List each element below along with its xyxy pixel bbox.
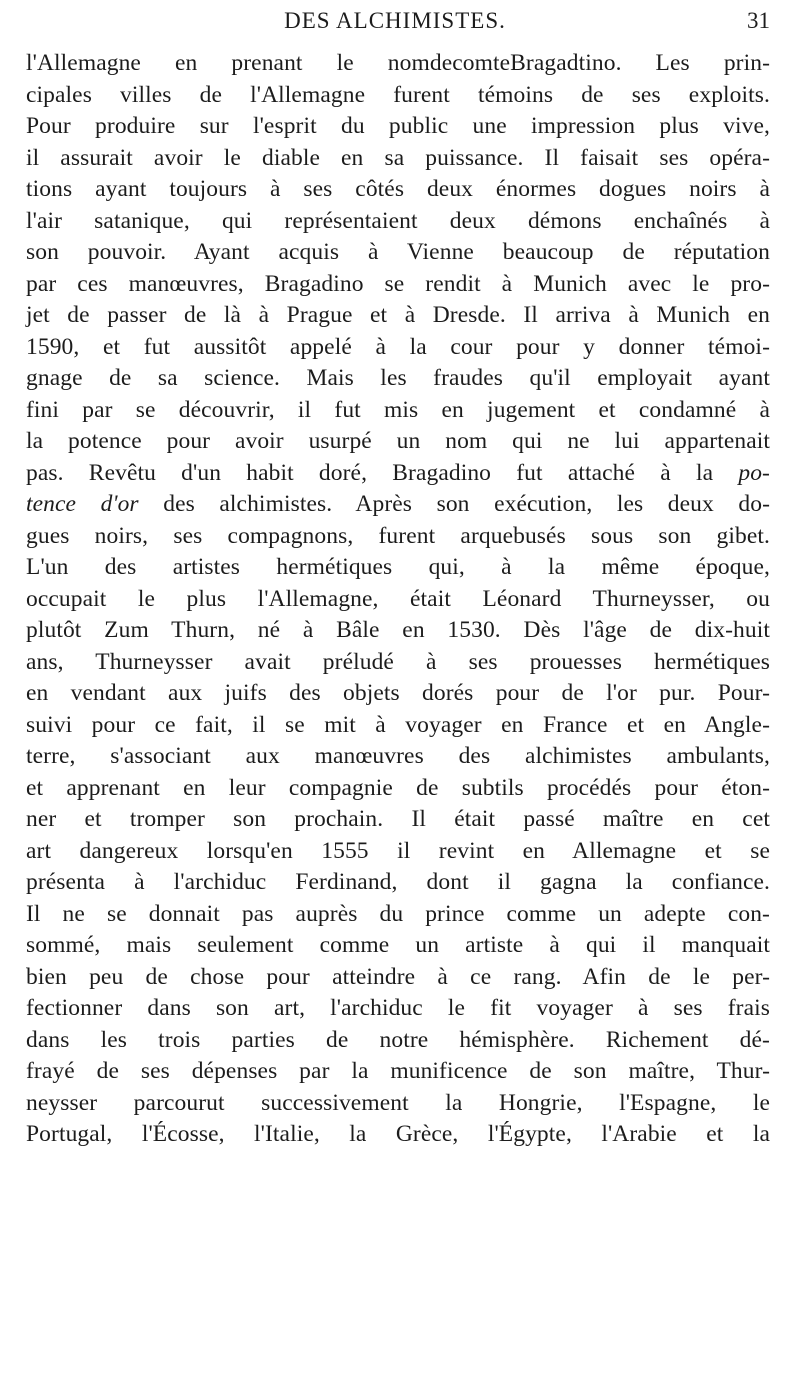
text-line: suivi pour ce fait, il se mit à voyager en France et en Angle- [26, 711, 770, 738]
text-line: art dangereux lorsqu'en 1555 il revint en Allemagne et se [26, 837, 770, 864]
text-line: il assurait avoir le diable en sa puissance. Il faisait ses opéra- [26, 144, 770, 171]
text-line: terre, s'associant aux manœuvres des alchimistes ambulants, [26, 743, 770, 769]
text-line: l'air satanique, qui représentaient deux démons enchaînés à [26, 207, 770, 234]
text-line: gnage de sa science. Mais les fraudes qu'il employait ayant [26, 365, 770, 391]
text-line: ner et tromper son prochain. Il était passé maître en cet [26, 806, 770, 832]
text-segment: pas. Revêtu d'un habit doré, Bragadino fut attaché à la [26, 459, 714, 486]
text-line: Portugal, l'Écosse, l'Italie, la Grèce, l'Égypte, l'Arabie et la [26, 1121, 770, 1147]
italic-phrase: tence d'or [26, 491, 139, 517]
text-line: présenta à l'archiduc Ferdinand, dont il gagna la confiance. [26, 869, 770, 895]
running-title: DES ALCHIMISTES. [284, 8, 506, 33]
text-line-with-italic [26, 458, 770, 490]
text-line: frayé de ses dépenses par la munificence de son maître, Thur- [26, 1058, 770, 1084]
text-line: cipales villes de l'Allemagne furent témoins de ses exploits. [26, 81, 770, 108]
page-number: 31 [747, 8, 770, 33]
text-line: Il ne se donnait pas auprès du prince comme un adepte con- [26, 900, 770, 927]
text-line: fini par se découvrir, il fut mis en jugement et condamné à [26, 396, 770, 423]
text-line: par ces manœuvres, Bragadino se rendit à Munich avec le pro- [26, 270, 770, 297]
italic-phrase: po- [738, 459, 770, 486]
text-line: tions ayant toujours à ses côtés deux énormes dogues noirs à [26, 176, 770, 202]
text-line: et apprenant en leur compagnie de subtils procédés pour éton- [26, 774, 770, 801]
text-line: bien peu de chose pour atteindre à ce rang. Afin de le per- [26, 963, 770, 990]
text-line: plutôt Zum Thurn, né à Bâle en 1530. Dès l'âge de dix-huit [26, 617, 770, 643]
text-line: fectionner dans son art, l'archiduc le fit voyager à ses frais [26, 995, 770, 1021]
text-line: gues noirs, ses compagnons, furent arquebusés sous son gibet. [26, 522, 770, 549]
running-head [20, 8, 770, 42]
text-line: son pouvoir. Ayant acquis à Vienne beaucoup de réputation [26, 239, 770, 265]
text-line: 1590, et fut aussitôt appelé à la cour pour y donner témoi- [26, 333, 770, 360]
text-line: L'un des artistes hermétiques qui, à la même époque, [26, 554, 770, 580]
text-line: occupait le plus l'Allemagne, était Léonard Thurneysser, ou [26, 585, 770, 612]
text-line: dans les trois parties de notre hémisphère. Richement dé- [26, 1026, 770, 1053]
text-line-with-italic [26, 489, 770, 521]
text-line: ans, Thurneysser avait préludé à ses prouesses hermétiques [26, 648, 770, 675]
text-line: Pour produire sur l'esprit du public une impression plus vive, [26, 113, 770, 139]
text-segment: des alchimistes. Après son exécution, les deux do- [163, 491, 771, 517]
text-line: l'Allemagne en prenant le nomdecomteBragadtino. Les prin- [26, 50, 770, 76]
text-line: sommé, mais seulement comme un artiste à qui il manquait [26, 932, 770, 958]
text-line: neysser parcourut successivement la Hongrie, l'Espagne, le [26, 1089, 770, 1116]
text-line: en vendant aux juifs des objets dorés pour de l'or pur. Pour- [26, 680, 770, 706]
text-line: jet de passer de là à Prague et à Dresde. Il arriva à Munich en [26, 302, 770, 328]
text-line: la potence pour avoir usurpé un nom qui ne lui appartenait [26, 428, 770, 454]
body-text [26, 48, 770, 1151]
